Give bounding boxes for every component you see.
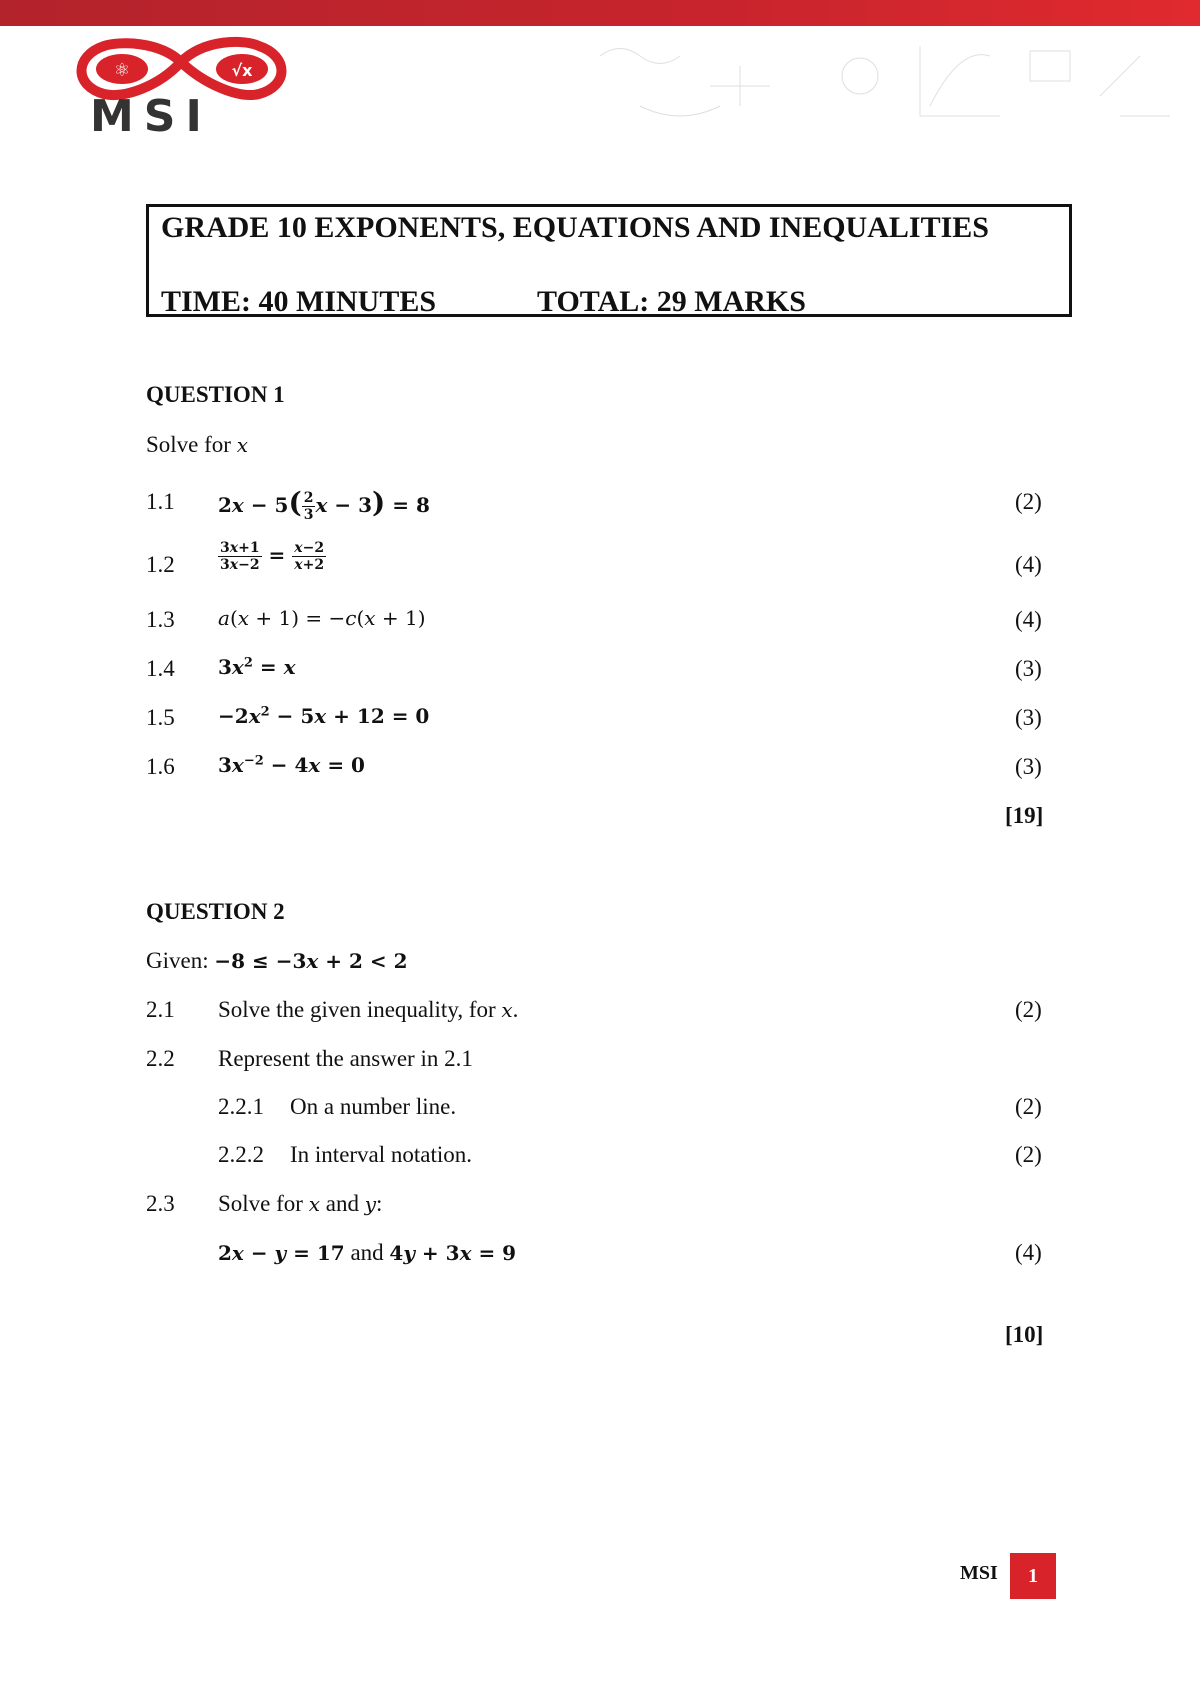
item-2-1-text: Solve the given inequality, for x. (218, 997, 519, 1022)
item-1-3-number: 1.3 (146, 607, 175, 632)
item-2-2-2-number: 2.2.2 (218, 1142, 264, 1167)
question-1-instruction: Solve for x (146, 432, 248, 457)
item-2-2-number: 2.2 (146, 1046, 175, 1071)
sqrt-x-icon: √x (231, 61, 253, 80)
item-2-1-number: 2.1 (146, 997, 175, 1022)
equation-1-4: $3x^2 = x$ (218, 655, 296, 679)
item-2-2-1-number: 2.2.1 (218, 1094, 264, 1119)
item-1-5-number: 1.5 (146, 705, 175, 730)
total-marks: TOTAL: 29 MARKS (537, 285, 806, 318)
item-2-2-1-mark: (2) (1015, 1094, 1042, 1119)
question-2-heading: QUESTION 2 (146, 899, 285, 924)
equation-1-1: 2x − 5( $\frac{2}{3}$ x − 3) = 8 (218, 486, 430, 523)
atom-icon: ⚛ (113, 60, 131, 81)
question-1-total: [19] (1005, 803, 1044, 828)
question-2-given: Given: −8 ≤ −3x + 2 < 2 (146, 948, 408, 973)
logo-wordmark: MSI (90, 91, 212, 136)
question-1-heading: QUESTION 1 (146, 382, 285, 407)
item-1-3-mark: (4) (1015, 607, 1042, 632)
item-2-2-2-mark: (2) (1015, 1142, 1042, 1167)
top-accent-bar (0, 0, 1200, 26)
item-1-6-mark: (3) (1015, 754, 1042, 779)
item-2-3-text: Solve for x and y: (218, 1191, 383, 1216)
title-box (146, 204, 1072, 317)
item-1-5-mark: (3) (1015, 705, 1042, 730)
item-2-2-2-text: In interval notation. (290, 1142, 473, 1167)
worksheet-title: GRADE 10 EXPONENTS, EQUATIONS AND INEQUALITIES (161, 211, 989, 244)
item-1-1-number: 1.1 (146, 489, 175, 514)
equation-1-5: $-2x^2 - 5x + 12 = 0$ (218, 704, 430, 728)
item-1-2-mark: (4) (1015, 552, 1042, 577)
msi-logo (64, 36, 299, 136)
footer-brand: MSI (960, 1562, 998, 1584)
equation-1-3: a(x + 1) = −c(x + 1) (218, 606, 426, 630)
math-formulas-watermark (560, 26, 1200, 146)
equation-1-2: $\frac{3x+1}{3x-2}$ = $\frac{x-2}{x+2}$ (220, 540, 325, 573)
item-1-6-number: 1.6 (146, 754, 175, 779)
time-allowed: TIME: 40 MINUTES (161, 285, 437, 318)
page-number: 1 (1010, 1553, 1056, 1599)
item-2-3-number: 2.3 (146, 1191, 175, 1216)
item-2-2-1-text: On a number line. (290, 1094, 457, 1119)
simultaneous-equations: 2x − y = 17 and 4y + 3x = 9 (218, 1240, 517, 1265)
question-2-total: [10] (1005, 1322, 1044, 1347)
item-2-3-mark: (4) (1015, 1240, 1042, 1265)
item-2-1-mark: (2) (1015, 997, 1042, 1022)
item-1-4-number: 1.4 (146, 656, 175, 681)
item-1-4-mark: (3) (1015, 656, 1042, 681)
item-2-2-text: Represent the answer in 2.1 (218, 1046, 473, 1071)
equation-1-6: $3x^{-2} - 4x = 0$ (218, 753, 365, 777)
item-1-2-number: 1.2 (146, 552, 175, 577)
item-1-1-mark: (2) (1015, 489, 1042, 514)
